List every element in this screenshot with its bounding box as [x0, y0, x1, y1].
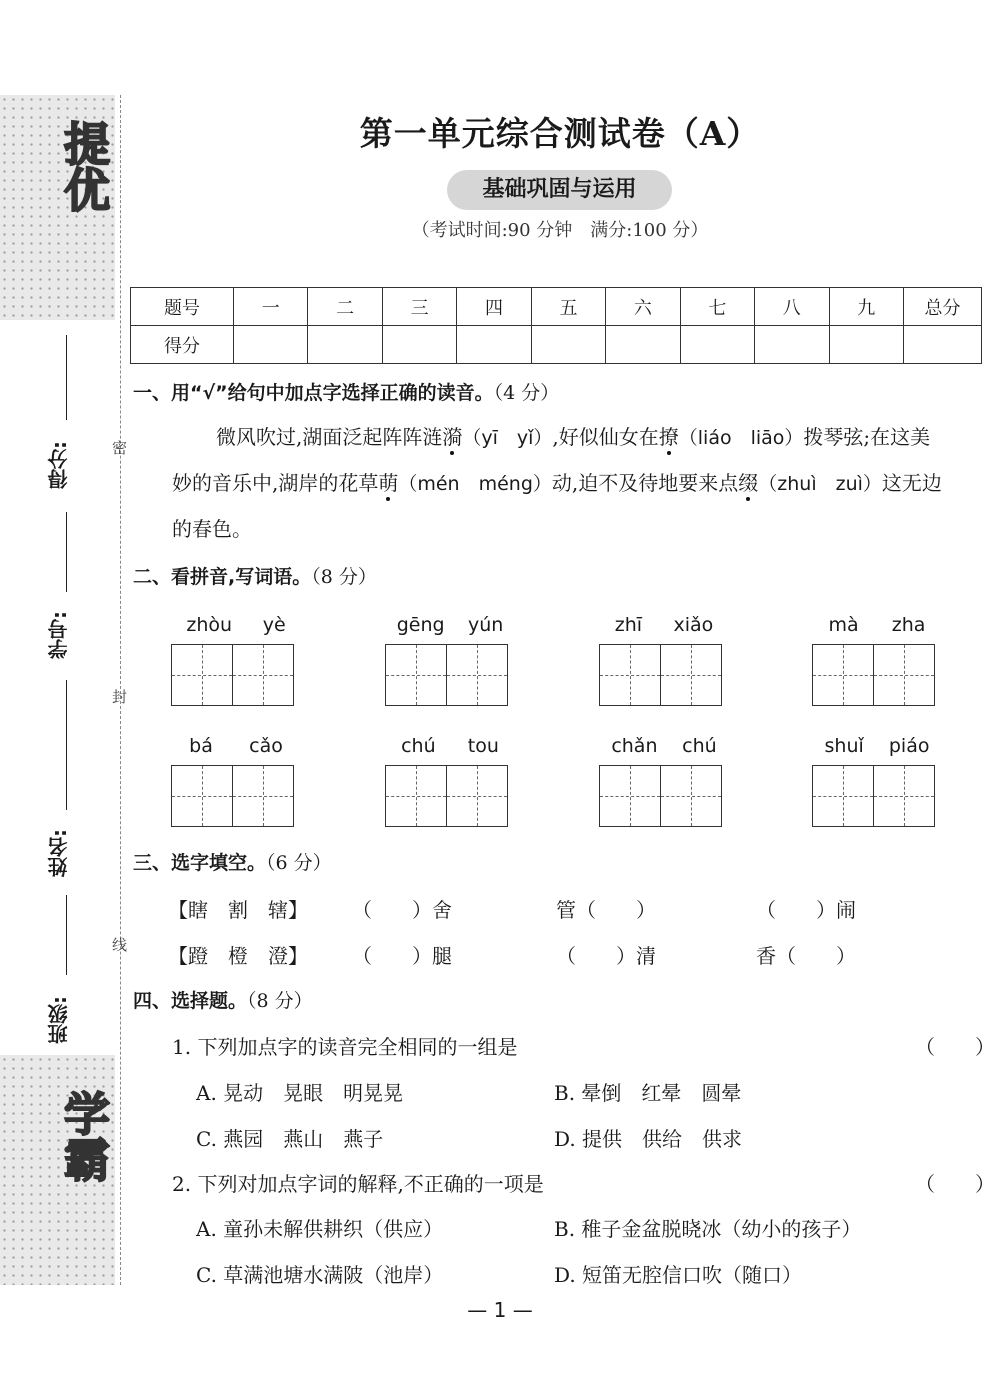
sidebar-top-brand: 提优	[57, 120, 111, 212]
writing-box[interactable]	[385, 765, 447, 827]
cut-mark-mi: 密	[112, 439, 128, 457]
table-cell: 七	[680, 288, 754, 326]
exam-info: （考试时间:90 分钟 满分:100 分）	[411, 220, 709, 241]
section1-points: （4 分）	[493, 382, 560, 404]
pinyin-row	[385, 614, 515, 642]
writing-box[interactable]	[232, 644, 294, 706]
fill-blank-1a[interactable]: （ ）舍	[352, 898, 452, 922]
pinyin-word-group	[385, 735, 515, 827]
fill-blank-2a[interactable]: （ ）腿	[352, 944, 452, 968]
score-cell[interactable]	[680, 326, 754, 364]
section2-points: （8 分）	[311, 566, 377, 588]
fill-blank-1b[interactable]: 管（ ）	[556, 898, 656, 922]
pinyin-word-group	[385, 614, 515, 706]
score-table-header-row	[131, 288, 982, 326]
pinyin-word-group	[171, 735, 301, 827]
writing-boxes	[385, 644, 515, 706]
question-1-option-a[interactable]: A. 晃动 晃眼 明晃晃	[196, 1081, 404, 1105]
pinyin-choice[interactable]: （mén méng）	[398, 473, 552, 495]
page-number: — 1 —	[467, 1298, 533, 1322]
section3-points: （6 分）	[266, 852, 332, 874]
section1-passage	[172, 414, 987, 461]
pinyin-syllable: shuǐ	[824, 735, 864, 757]
pinyin-word-group	[599, 614, 729, 706]
pinyin-row	[812, 614, 942, 642]
passage-text: 微风吹过,湖面泛起阵阵涟	[216, 425, 443, 449]
section3-heading	[133, 848, 332, 875]
section4-heading-text: 四、选择题。	[133, 990, 248, 1012]
page-title: 第一单元综合测试卷（A）	[359, 114, 761, 153]
writing-boxes	[812, 765, 942, 827]
passage-text: ,好似仙女在	[552, 425, 659, 449]
cut-mark-xian: 线	[112, 936, 128, 954]
writing-box[interactable]	[446, 644, 508, 706]
score-cell[interactable]	[382, 326, 456, 364]
pinyin-row	[385, 735, 515, 763]
cut-mark-feng: 封	[112, 688, 128, 706]
section1-heading-text: 一、用“√”给句中加点字选择正确的读音。	[133, 382, 494, 404]
question-1-stem: 1. 下列加点字的读音完全相同的一组是	[172, 1035, 518, 1059]
table-cell: 题号	[131, 288, 234, 326]
score-field-label: 得分:	[47, 441, 71, 489]
pinyin-syllable: zha	[891, 614, 926, 636]
question-2-option-b[interactable]: B. 稚子金盆脱晓冰（幼小的孩子）	[554, 1217, 862, 1241]
page-subtitle: 基础巩固与运用	[447, 170, 672, 210]
writing-box[interactable]	[660, 765, 722, 827]
writing-box[interactable]	[873, 765, 935, 827]
passage-text: 动,迫不及待地要来点	[551, 471, 739, 495]
question-1-option-d[interactable]: D. 提供 供给 供求	[554, 1127, 743, 1151]
passage-text: 这无边	[881, 471, 942, 495]
pinyin-syllable: bá	[189, 735, 213, 757]
pinyin-word-group	[812, 735, 942, 827]
pinyin-row	[171, 735, 301, 763]
choice-options-1: 【瞎 割 辖】	[168, 898, 308, 922]
dotted-char: 缀	[738, 471, 759, 495]
pinyin-syllable: mà	[828, 614, 859, 636]
table-cell: 二	[308, 288, 382, 326]
choice-options-2: 【蹬 橙 澄】	[168, 944, 308, 968]
pinyin-syllable: yè	[262, 614, 286, 636]
fill-blank-1c[interactable]: （ ）闹	[756, 898, 856, 922]
pinyin-word-group	[812, 614, 942, 706]
score-cell[interactable]	[234, 326, 308, 364]
score-table-score-row	[131, 326, 982, 364]
pinyin-syllable: chǎn	[611, 735, 658, 757]
score-cell[interactable]	[531, 326, 605, 364]
writing-box[interactable]	[812, 644, 874, 706]
question-1-option-c[interactable]: C. 燕园 燕山 燕子	[196, 1127, 384, 1151]
pinyin-syllable: yún	[467, 614, 504, 636]
score-cell[interactable]	[904, 326, 982, 364]
section4-points: （8 分）	[247, 990, 313, 1012]
writing-box[interactable]	[171, 644, 233, 706]
question-2-option-a[interactable]: A. 童孙未解供耕织（供应）	[196, 1217, 444, 1241]
pinyin-syllable: tou	[467, 735, 499, 757]
name-field-line[interactable]	[66, 680, 67, 810]
section4-heading	[133, 986, 313, 1013]
student-id-field-line[interactable]	[66, 512, 67, 592]
section1-heading	[133, 378, 559, 405]
question-2-option-d[interactable]: D. 短笛无腔信口吹（随口）	[554, 1263, 803, 1287]
dotted-char: 漪	[442, 425, 463, 449]
writing-box[interactable]	[660, 644, 722, 706]
writing-box[interactable]	[812, 765, 874, 827]
writing-box[interactable]	[599, 765, 661, 827]
section1-passage-line2	[172, 460, 987, 507]
score-table	[130, 287, 982, 364]
writing-boxes	[171, 765, 301, 827]
fill-blank-2b[interactable]: （ ）清	[556, 944, 656, 968]
pinyin-syllable: piáo	[888, 735, 930, 757]
table-cell: 总分	[904, 288, 982, 326]
class-field-line[interactable]	[66, 895, 67, 975]
writing-box[interactable]	[873, 644, 935, 706]
score-cell[interactable]	[308, 326, 382, 364]
score-cell[interactable]	[755, 326, 829, 364]
class-field-label: 班级:	[47, 996, 71, 1044]
question-2-option-c[interactable]: C. 草满池塘水满陂（池岸）	[196, 1263, 444, 1287]
writing-boxes	[599, 644, 729, 706]
passage-text: 拨琴弦;在这美	[803, 425, 931, 449]
name-field-label: 姓名:	[47, 829, 71, 877]
pinyin-syllable: zhī	[614, 614, 643, 636]
writing-boxes	[812, 644, 942, 706]
pinyin-syllable: chú	[682, 735, 717, 757]
pinyin-syllable: zhòu	[186, 614, 233, 636]
score-cell[interactable]	[606, 326, 680, 364]
writing-boxes	[171, 644, 301, 706]
pinyin-syllable: cǎo	[249, 735, 283, 757]
pinyin-word-group	[171, 614, 301, 706]
score-cell[interactable]	[457, 326, 531, 364]
pinyin-row	[812, 735, 942, 763]
pinyin-syllable: gēng	[396, 614, 445, 636]
writing-boxes	[385, 765, 515, 827]
table-cell: 六	[606, 288, 680, 326]
question-1-answer-blank[interactable]: （ ）	[915, 1035, 995, 1059]
section1-passage-line3: 的春色。	[172, 517, 252, 541]
question-2-stem: 2. 下列对加点字词的解释,不正确的一项是	[172, 1172, 544, 1196]
table-cell: 三	[382, 288, 456, 326]
writing-box[interactable]	[385, 644, 447, 706]
dotted-char: 撩	[658, 425, 679, 449]
pinyin-choice[interactable]: （yī yǐ）	[462, 427, 553, 449]
passage-text: 妙的音乐中,湖岸的花草	[172, 471, 379, 495]
writing-box[interactable]	[171, 765, 233, 827]
section2-heading	[133, 562, 377, 589]
writing-box[interactable]	[599, 644, 661, 706]
section3-heading-text: 三、选字填空。	[133, 852, 267, 874]
writing-box[interactable]	[446, 765, 508, 827]
table-cell: 一	[234, 288, 308, 326]
pinyin-row	[599, 735, 729, 763]
table-cell: 八	[755, 288, 829, 326]
score-cell[interactable]	[829, 326, 904, 364]
table-cell: 四	[457, 288, 531, 326]
student-id-field-label: 学号:	[47, 611, 71, 659]
pinyin-row	[171, 614, 301, 642]
writing-boxes	[599, 765, 729, 827]
table-cell: 得分	[131, 326, 234, 364]
question-2-answer-blank[interactable]: （ ）	[915, 1172, 995, 1196]
table-cell: 九	[829, 288, 904, 326]
pinyin-choice[interactable]: （liáo liāo）	[678, 427, 804, 449]
dotted-char: 萌	[378, 471, 399, 495]
fill-blank-2c[interactable]: 香（ ）	[756, 944, 856, 968]
sidebar-bottom-brand: 学霸	[57, 1090, 111, 1182]
pinyin-word-group	[599, 735, 729, 827]
pinyin-choice[interactable]: （zhuì zuì）	[758, 473, 882, 495]
writing-box[interactable]	[232, 765, 294, 827]
pinyin-syllable: xiǎo	[673, 614, 714, 636]
pinyin-row	[599, 614, 729, 642]
pinyin-syllable: chú	[401, 735, 436, 757]
table-cell: 五	[531, 288, 605, 326]
question-1-option-b[interactable]: B. 晕倒 红晕 圆晕	[554, 1081, 742, 1105]
section2-heading-text: 二、看拼音,写词语。	[133, 566, 312, 588]
score-field-line[interactable]	[66, 335, 67, 420]
